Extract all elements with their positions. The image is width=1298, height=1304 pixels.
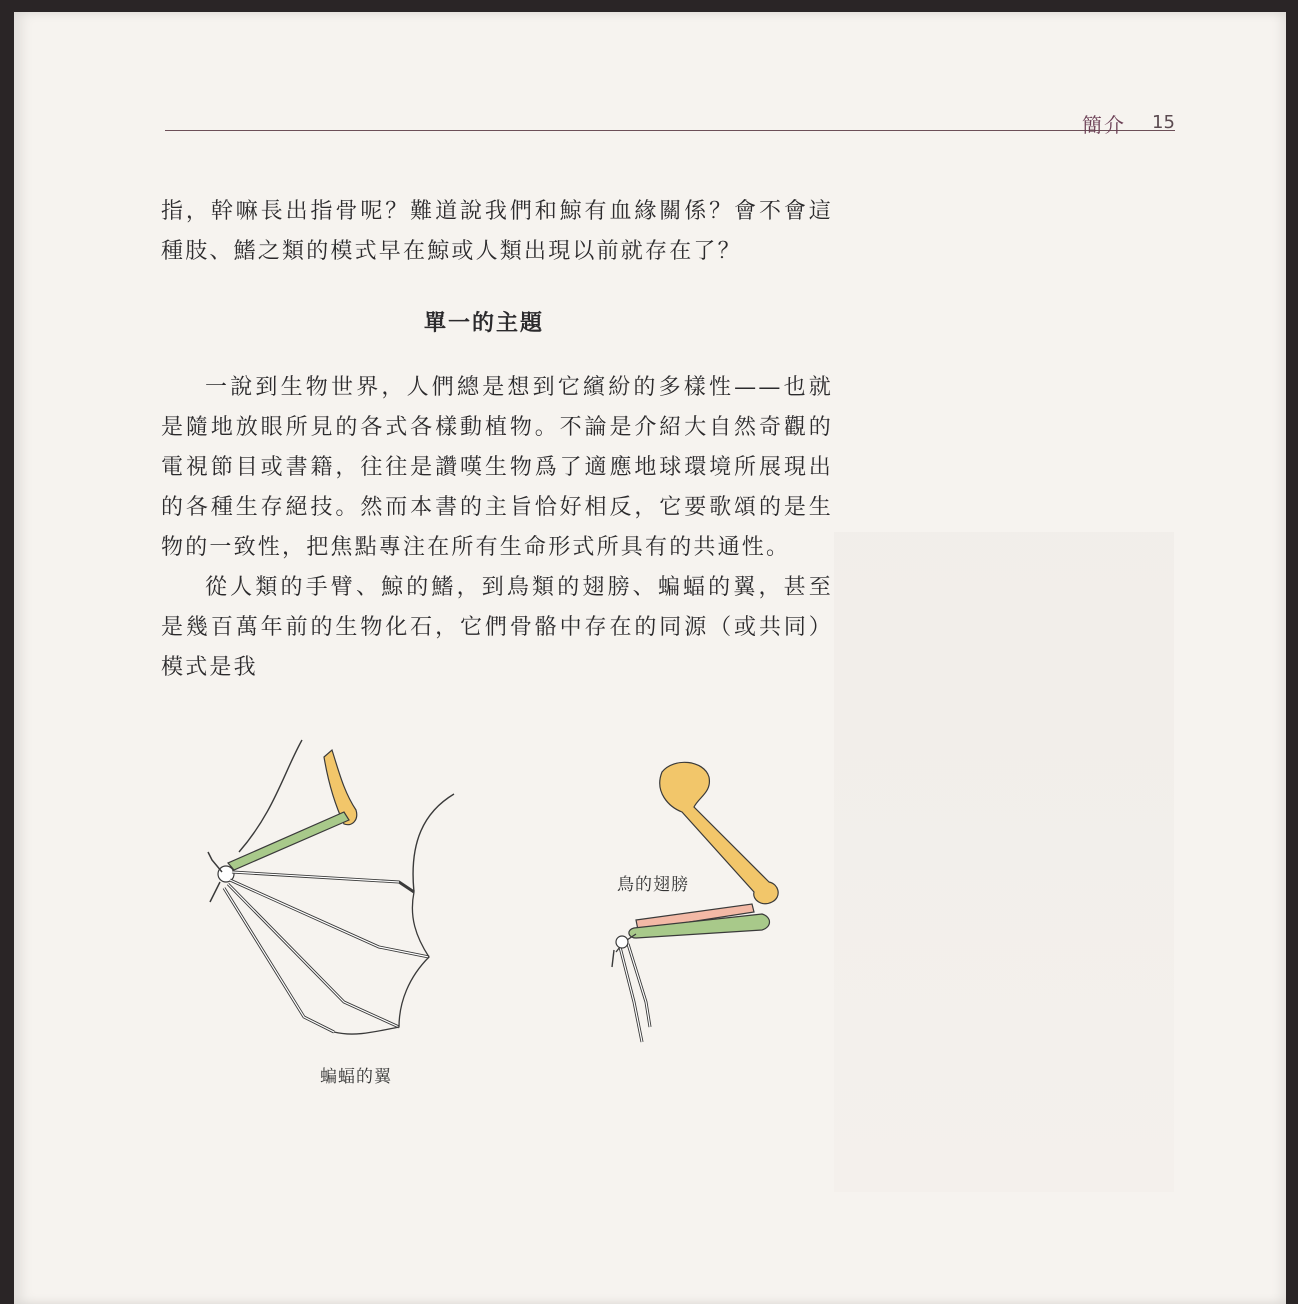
bird-wing-illustration — [594, 752, 794, 1062]
section-heading: 單一的主題 — [424, 311, 545, 336]
paragraph-diversity: 一說到生物世界，人們總是想到它繽紛的多樣性——也就是隨地放眼所見的各式各樣動植物。不論是介紹大自然奇觀的電視節目或書籍，往往是讚嘆生物爲了適應地球環境所展現出的各種生存絕技。然而本書的主旨恰好相反，它要歌頌的是生物的一致性，把焦點專注在所有生命形式所具有的共通性。 — [161, 375, 833, 560]
book-page — [14, 12, 1286, 1304]
page-number: 15 — [1152, 112, 1175, 133]
bat-wing-illustration — [184, 732, 474, 1052]
header-rule — [165, 130, 1175, 131]
show-through-shading — [834, 532, 1174, 1192]
running-header-title: 簡介 — [1082, 113, 1126, 137]
paragraph-continued: 指，幹嘛長出指骨呢？難道說我們和鯨有血緣關係？會不會這種肢、鰭之類的模式早在鯨或人類出現以前就存在了？ — [161, 199, 833, 264]
bird-wing-caption: 鳥的翅膀 — [617, 875, 689, 895]
paragraph-homology: 從人類的手臂、鯨的鰭，到鳥類的翅膀、蝙蝠的翼，甚至是幾百萬年前的生物化石，它們骨骼中存在的同源（或共同）模式是我 — [161, 575, 833, 680]
bat-wing-caption: 蝙蝠的翼 — [320, 1067, 392, 1087]
